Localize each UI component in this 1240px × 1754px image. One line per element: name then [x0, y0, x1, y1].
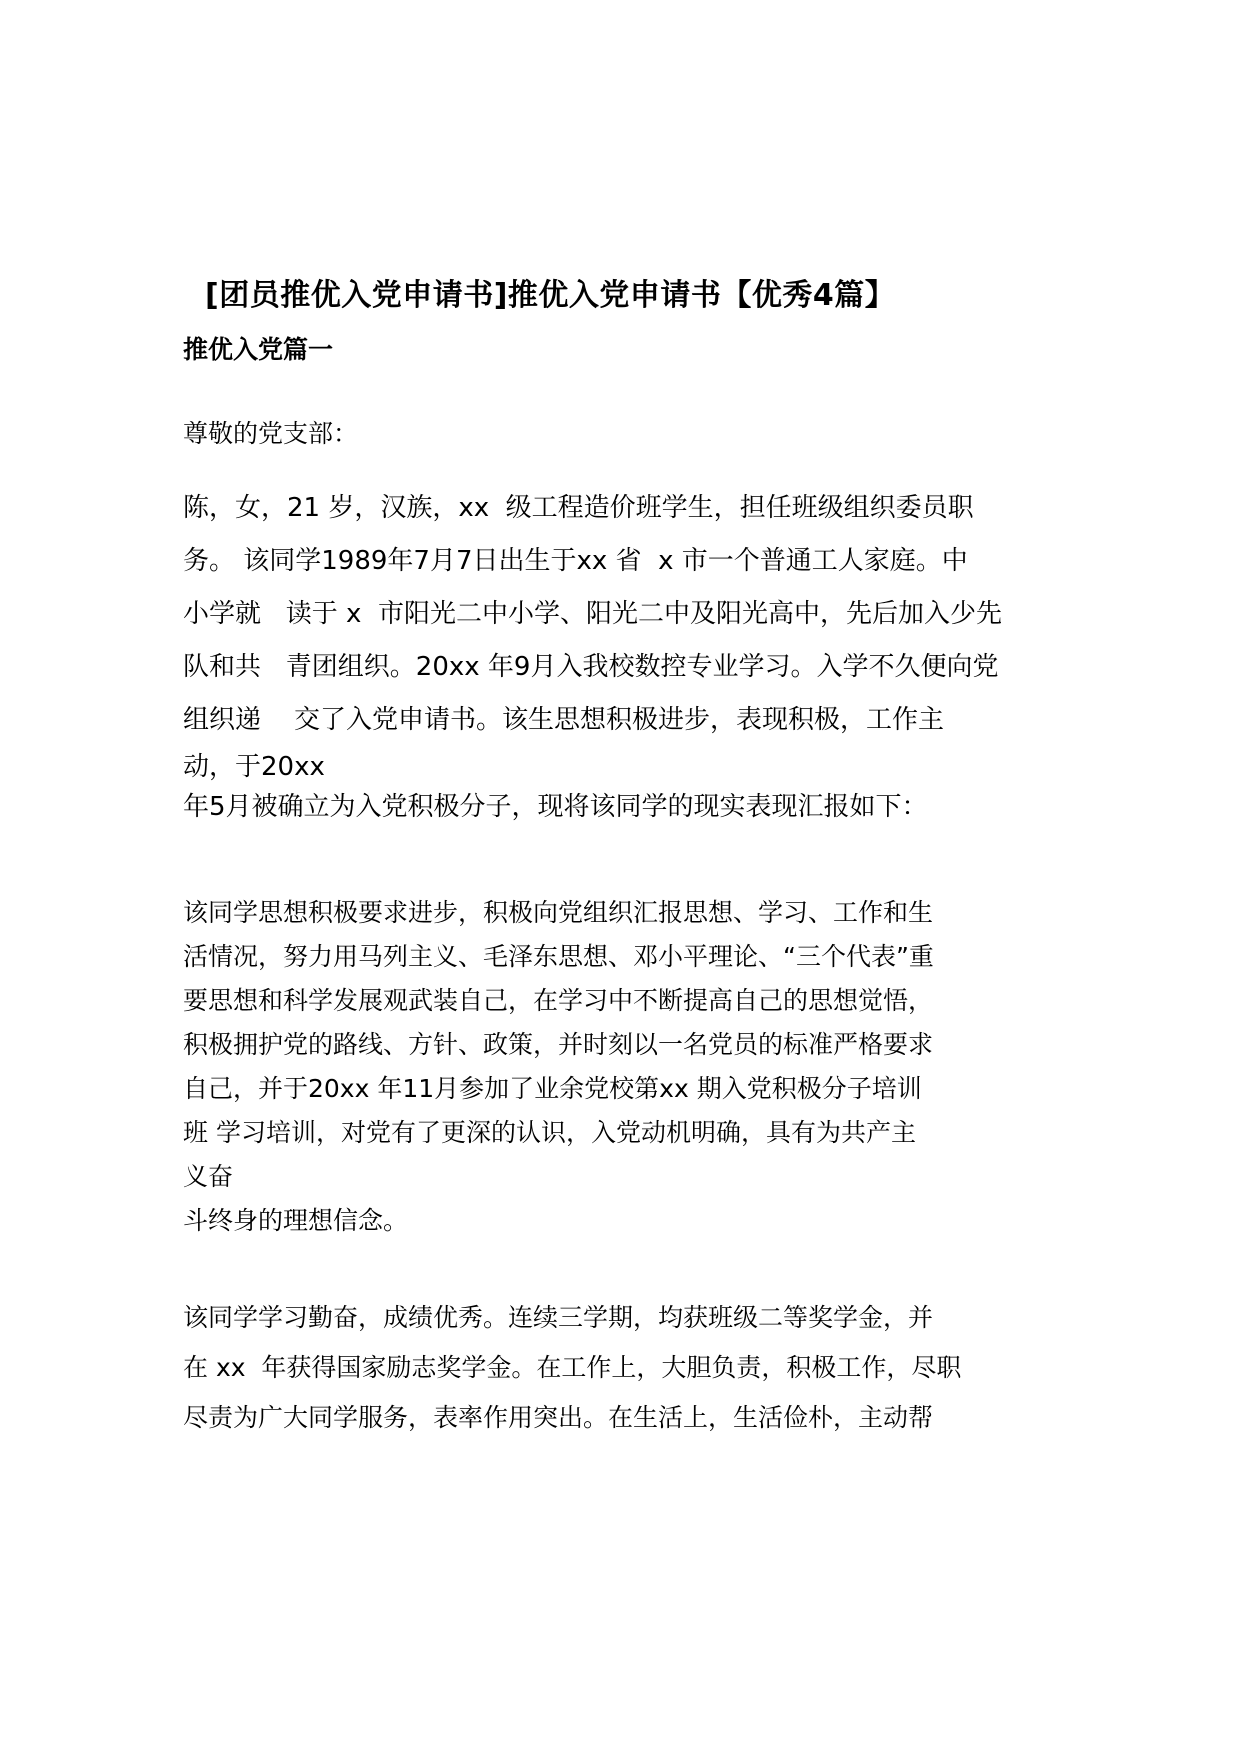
paragraph-line: 该同学学习勤奋，成绩优秀。连续三学期，均获班级二等奖学金，并 [183, 1303, 934, 1332]
paragraph-line: 小学就 读于 x 市阳光二中小学、阳光二中及阳光高中，先后加入少先 [183, 599, 1002, 629]
paragraph-line: 动，于20xx [183, 752, 325, 782]
paragraph-line: 该同学思想积极要求进步，积极向党组织汇报思想、学习、工作和生 [183, 898, 934, 927]
paragraph-3 [183, 1293, 961, 1443]
paragraph-line: 务。 该同学1989年7月7日出生于xx 省 x 市一个普通工人家庭。中 [183, 546, 968, 576]
paragraph-1 [183, 482, 1002, 827]
paragraph-line: 组织递 交了入党申请书。该生思想积极进步，表现积极，工作主 [183, 705, 945, 735]
paragraph-line: 班 学习培训，对党有了更深的认识，入党动机明确，具有为共产主 [183, 1118, 916, 1147]
paragraph-2 [183, 891, 934, 1243]
paragraph-line: 斗终身的理想信念。 [183, 1206, 409, 1235]
paragraph-line: 要思想和科学发展观武装自己，在学习中不断提高自己的思想觉悟， [183, 986, 934, 1015]
paragraph-line: 积极拥护党的路线、方针、政策，并时刻以一名党员的标准严格要求 [183, 1030, 934, 1059]
paragraph-line: 年5月被确立为入党积极分子，现将该同学的现实表现汇报如下： [183, 792, 928, 822]
paragraph-line: 在 xx 年获得国家励志奖学金。在工作上，大胆负责，积极工作，尽职 [183, 1353, 962, 1382]
paragraph-line: 自己，并于20xx 年11月参加了业余党校第xx 期入党积极分子培训 [183, 1074, 922, 1103]
paragraph-line: 队和共 青团组织。20xx 年9月入我校数控专业学习。入学不久便向党 [183, 652, 999, 682]
document-title: [团员推优入党申请书]推优入党申请书【优秀4篇】 [205, 278, 896, 313]
section-heading: 推优入党篇一 [183, 335, 334, 364]
paragraph-line: 活情况，努力用马列主义、毛泽东思想、邓小平理论、“三个代表”重 [183, 942, 934, 971]
paragraph-line: 陈，女，21 岁，汉族，xx 级工程造价班学生，担任班级组织委员职 [183, 493, 974, 523]
paragraph-line: 义奋 [183, 1162, 234, 1191]
salutation: 尊敬的党支部： [183, 419, 359, 448]
paragraph-line: 尽责为广大同学服务，表率作用突出。在生活上，生活俭朴，主动帮 [183, 1403, 934, 1432]
